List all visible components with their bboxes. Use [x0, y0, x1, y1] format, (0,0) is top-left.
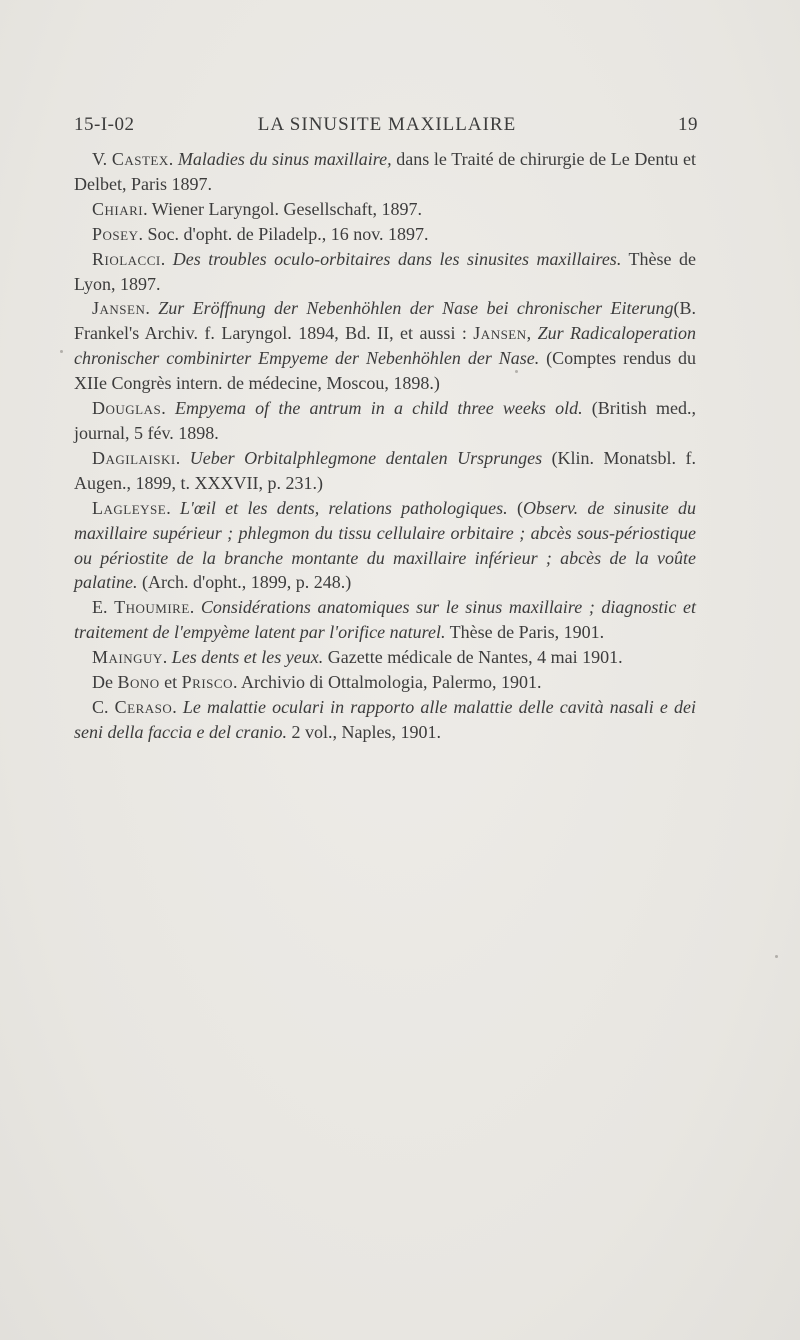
work-title: Empyema of the antrum in a child three weeks old. [174, 398, 583, 419]
citation-text: Thèse de Paris, 1901. [445, 622, 605, 643]
citation-text: V. [92, 149, 112, 169]
paper-speck [515, 370, 518, 373]
author-name: Riolacci [92, 248, 161, 269]
bibliography-list [74, 147, 696, 745]
author-name: Douglas [92, 398, 162, 419]
citation-text: De [92, 672, 118, 693]
bibliography-entry [74, 595, 696, 645]
citation-text: Thèse de Lyon, 1897. [74, 248, 696, 294]
citation-text: . [175, 447, 190, 468]
bibliography-entry [74, 197, 696, 222]
work-title: L'œil et les dents, relations pathologiques. [180, 497, 508, 518]
header-signature: 15-I-02 [74, 114, 135, 135]
bibliography-entry [74, 147, 696, 197]
citation-text: et [159, 672, 182, 693]
citation-text: . [160, 248, 173, 269]
citation-text: (Comptes rendus du XIIe Congrès intern. de médecine, Moscou, 1898.) [74, 348, 697, 394]
author-name: Ceraso [114, 696, 173, 717]
bibliography-entry [74, 695, 696, 745]
citation-text: . [162, 647, 172, 668]
citation-text: . [168, 149, 178, 169]
work-title: Les dents et les yeux. [171, 647, 324, 668]
citation-text: . [166, 497, 181, 518]
work-title: Observ. de sinusite du maxillaire supérieur ; phlegmon du tissu cellulaire orbitaire ; abcès sous-périostique ou périostite de la branche montante du maxillaire inférieur ; abcès de la voûte palatine. [74, 497, 696, 593]
author-name: Chiari [92, 198, 144, 219]
page-number: 19 [678, 114, 698, 135]
author-name: Jansen [92, 298, 146, 319]
author-name: Jansen [473, 323, 527, 344]
citation-text: . [172, 696, 183, 717]
work-title: Considérations anatomiques sur le sinus maxillaire ; diagnostic et traitement de l'empyème latent par l'orifice naturel. [74, 597, 697, 643]
running-header [74, 114, 700, 144]
author-name: Mainguy [92, 647, 163, 668]
citation-text: dans le Traité de chirurgie de Le Dentu et Delbet, Paris 1897. [74, 149, 696, 194]
citation-text: . [189, 597, 201, 618]
citation-text: (B. Frankel's Archiv. f. Laryngol. 1894, Bd. II, et aussi : [74, 298, 696, 344]
bibliography-entry [74, 496, 696, 596]
citation-text: . [145, 298, 159, 319]
work-title: Maladies du sinus maxillaire, [177, 149, 392, 169]
paper-speck [60, 350, 63, 353]
work-title: Ueber Orbitalphlegmone dentalen Ursprunges [189, 447, 543, 468]
citation-text: . [161, 398, 175, 419]
citation-text: . Archivio di Ottalmologia, Palermo, 1901. [232, 672, 542, 693]
citation-text: . Wiener Laryngol. Gesellschaft, 1897. [143, 198, 422, 219]
author-name: Lagleyse [92, 497, 167, 518]
author-name: Bono [117, 672, 160, 693]
citation-text: , [526, 323, 538, 344]
bibliography-entry [74, 222, 696, 247]
bibliography-entry [74, 296, 696, 396]
author-name: Dagilaiski [92, 447, 176, 468]
bibliography-entry [74, 247, 696, 297]
work-title: Des troubles oculo-orbitaires dans les sinusites maxillaires. [172, 248, 622, 269]
citation-text: . Soc. d'opht. de Piladelp., 16 nov. 1897. [138, 223, 429, 244]
citation-text: E. [92, 597, 115, 618]
work-title: Le malattie oculari in rapporto alle malattie delle cavità nasali e dei seni della faccia e del cranio. [74, 696, 696, 742]
citation-text: C. [92, 696, 115, 717]
citation-text: Gazette médicale de Nantes, 4 mai 1901. [323, 647, 623, 668]
author-name: Prisco [181, 672, 233, 693]
citation-text: (Klin. Monatsbl. f. Augen., 1899, t. XXXVII, p. 231.) [74, 447, 697, 493]
citation-text: ( [507, 497, 523, 518]
paper-speck [775, 955, 778, 958]
citation-text: (Arch. d'opht., 1899, p. 248.) [137, 572, 352, 593]
citation-text: (British med., journal, 5 fév. 1898. [74, 398, 697, 443]
work-title: Zur Radicaloperation chronischer combinirter Empyeme der Nebenhöhlen der Nase. [74, 323, 697, 369]
bibliography-entry [74, 446, 696, 496]
work-title: Zur Eröffnung der Nebenhöhlen der Nase bei chronischer Eiterung [158, 298, 674, 319]
author-name: Thoumire [114, 597, 190, 618]
author-name: Posey [92, 223, 139, 244]
citation-text: 2 vol., Naples, 1901. [286, 721, 441, 742]
bibliography-entry [74, 645, 696, 670]
bibliography-entry [74, 396, 696, 446]
bibliography-entry [74, 670, 696, 695]
author-name: Castex [111, 149, 169, 169]
running-title: LA SINUSITE MAXILLAIRE [257, 114, 517, 135]
